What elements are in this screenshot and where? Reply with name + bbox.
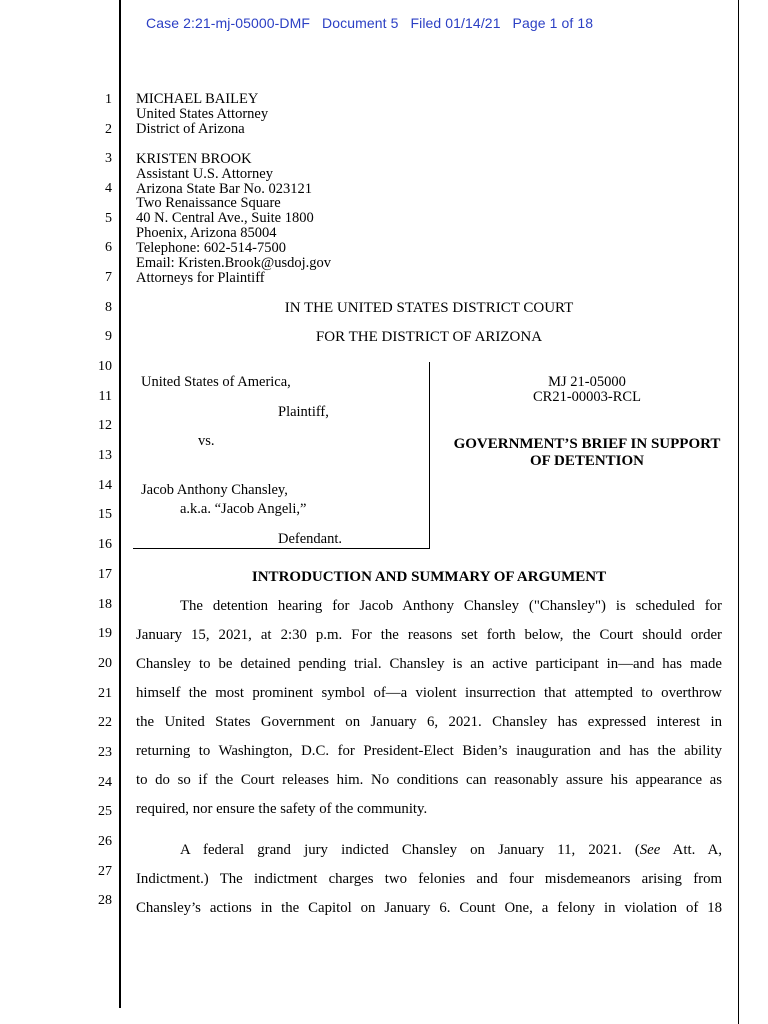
body-line: Chansley’s actions in the Capitol on January 6. Count One, a felony in violation of 18 (136, 900, 722, 916)
line-number: 3 (105, 151, 112, 166)
line-number: 22 (98, 715, 112, 730)
attorney-line: Assistant U.S. Attorney (136, 166, 273, 182)
line-number: 9 (105, 329, 112, 344)
body-line: Chansley to be detained pending trial. Chansley is an active participant in—and has made (136, 656, 722, 672)
body-line: January 15, 2021, at 2:30 p.m. For the reasons set forth below, the Court should order (136, 627, 722, 643)
attorney-line: Phoenix, Arizona 85004 (136, 225, 277, 241)
line-number: 1 (105, 92, 112, 107)
body-line (136, 842, 722, 859)
line-number: 26 (98, 834, 112, 849)
body-line: required, nor ensure the safety of the community. (136, 801, 428, 817)
line-number: 28 (98, 893, 112, 908)
caption-divider-horizontal (133, 548, 430, 549)
body-line: the United States Government on January 6, 2021. Chansley has expressed interest in (136, 714, 722, 730)
line-number: 17 (98, 567, 112, 582)
line-number: 24 (98, 775, 112, 790)
line-number: 15 (98, 507, 112, 522)
attorney-line: Attorneys for Plaintiff (136, 270, 265, 286)
line-number: 12 (98, 418, 112, 433)
line-number: 10 (98, 359, 112, 374)
attorney-line: KRISTEN BROOK (136, 151, 252, 167)
attorney-line: MICHAEL BAILEY (136, 91, 259, 107)
line-number: 16 (98, 537, 112, 552)
defendant-name: Jacob Anthony Chansley, (141, 482, 288, 498)
attorney-line: Arizona State Bar No. 023121 (136, 181, 312, 197)
line-number: 11 (98, 389, 112, 404)
line-number: 18 (98, 597, 112, 612)
case-number-mj: MJ 21-05000 (548, 374, 626, 390)
line-number: 27 (98, 864, 112, 879)
line-number: 19 (98, 626, 112, 641)
document-title-line: OF DETENTION (529, 453, 645, 469)
attorney-line: Telephone: 602-514-7500 (136, 240, 286, 256)
body-text-run: A federal grand jury indicted Chansley on January 11, 2021. ( (180, 842, 640, 858)
document-title-line: GOVERNMENT’S BRIEF IN SUPPORT (453, 436, 721, 452)
line-number: 14 (98, 478, 112, 493)
body-line: Indictment.) The indictment charges two felonies and four misdemeanors arising from (136, 871, 722, 887)
versus-label: vs. (198, 433, 215, 449)
line-number: 2 (105, 122, 112, 137)
body-line: returning to Washington, D.C. for President-Elect Biden’s inauguration and has the ability (136, 743, 722, 759)
body-text-run: Att. A, (660, 842, 722, 858)
body-line: himself the most prominent symbol of—a violent insurrection that attempted to overthrow (136, 685, 722, 701)
filing-header-stamp: Case 2:21-mj-05000-DMF Document 5 Filed 01/14/21 Page 1 of 18 (146, 15, 594, 31)
line-number: 13 (98, 448, 112, 463)
section-heading: INTRODUCTION AND SUMMARY OF ARGUMENT (251, 569, 607, 585)
attorney-line: 40 N. Central Ave., Suite 1800 (136, 210, 314, 226)
defendant-label: Defendant. (278, 531, 343, 547)
attorney-line: Email: Kristen.Brook@usdoj.gov (136, 255, 331, 271)
caption-divider-vertical (429, 362, 430, 548)
line-number: 5 (105, 211, 112, 226)
citation-signal: See (639, 842, 661, 858)
plaintiff-name: United States of America, (141, 374, 291, 390)
plaintiff-label: Plaintiff, (278, 404, 329, 420)
line-number: 20 (98, 656, 112, 671)
left-margin-rule (119, 0, 121, 1008)
line-number: 4 (105, 181, 112, 196)
document-title (438, 436, 736, 470)
case-numbers (440, 375, 734, 405)
line-number: 25 (98, 804, 112, 819)
line-number: 8 (105, 300, 112, 315)
line-number: 7 (105, 270, 112, 285)
attorney-line: United States Attorney (136, 106, 269, 122)
case-number-cr: CR21-00003-RCL (533, 389, 641, 405)
line-number: 23 (98, 745, 112, 760)
right-margin-rule (738, 0, 739, 1024)
attorney-line: District of Arizona (136, 121, 245, 137)
court-name: IN THE UNITED STATES DISTRICT COURT (284, 300, 574, 316)
line-number: 21 (98, 686, 112, 701)
court-district: FOR THE DISTRICT OF ARIZONA (315, 329, 543, 345)
body-line: The detention hearing for Jacob Anthony Chansley ("Chansley") is scheduled for (180, 598, 722, 614)
defendant-aka: a.k.a. “Jacob Angeli,” (180, 501, 307, 517)
body-line: to do so if the Court releases him. No conditions can reasonably assure his appearance as (136, 772, 722, 788)
line-number: 6 (105, 240, 112, 255)
attorney-line: Two Renaissance Square (136, 195, 281, 211)
